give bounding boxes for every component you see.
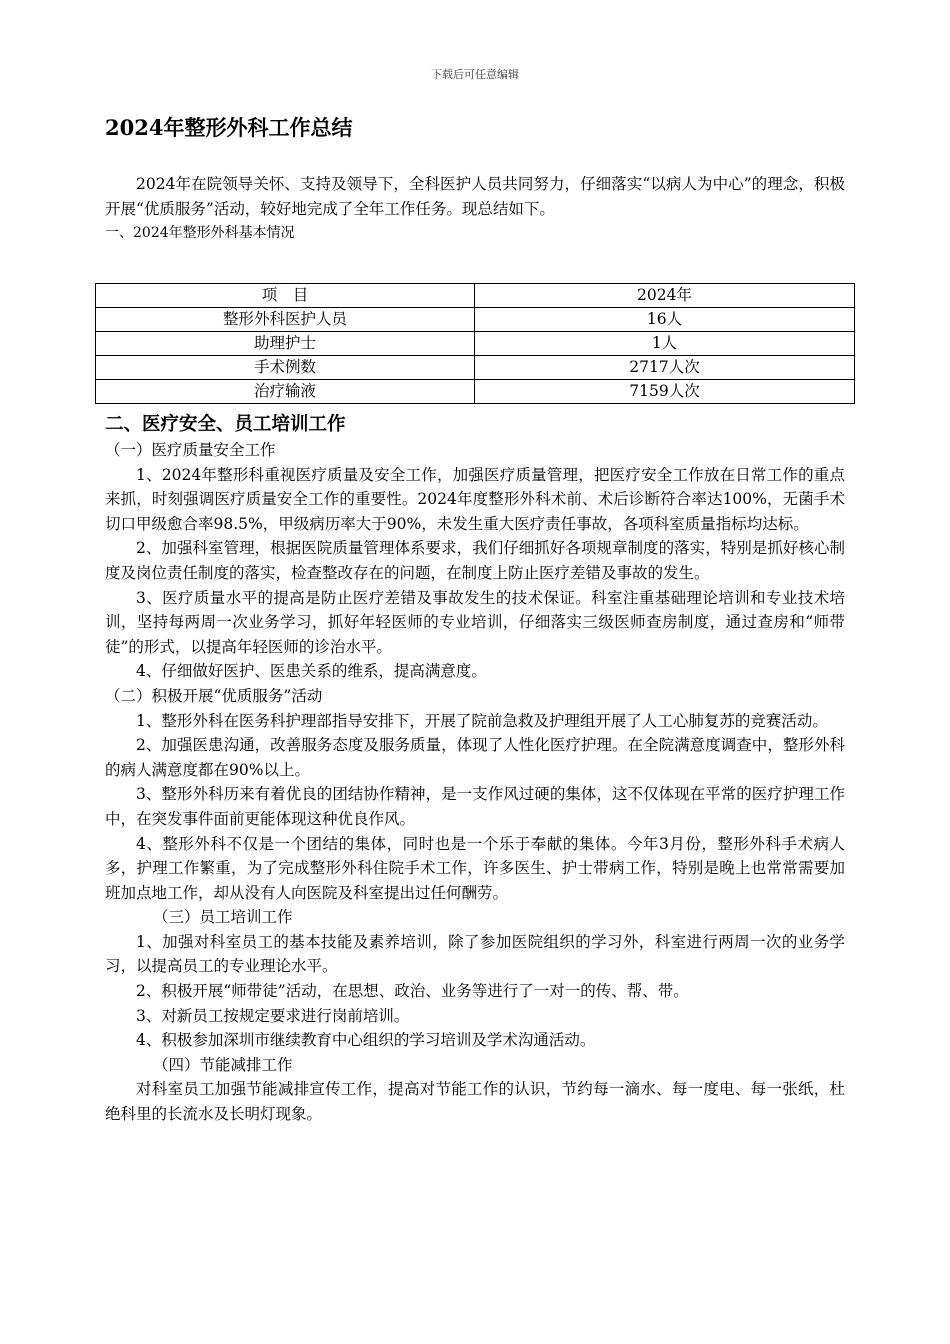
- section2-heading: 二、医疗安全、员工培训工作: [105, 414, 346, 435]
- sub3-heading: （三）员工培训工作: [153, 908, 293, 927]
- table-row: [96, 356, 855, 380]
- basic-info-table: [95, 283, 855, 404]
- intro-paragraph: 2024年在院领导关怀、支持及领导下，全科医护人员共同努力，仔细落实“以病人为中心”的理念，积极开展“优质服务”活动，较好地完成了全年工作任务。现总结如下。: [105, 175, 845, 218]
- table-header-cell: 项 目: [96, 284, 475, 308]
- table-cell: 7159人次: [475, 380, 855, 404]
- sub1-heading: （一）医疗质量安全工作: [105, 441, 276, 459]
- intro-block: [105, 172, 845, 245]
- section2: [105, 412, 845, 1127]
- table-cell: 1人: [475, 332, 855, 356]
- list-item: 3、对新员工按规定要求进行岗前培训。: [136, 1006, 410, 1025]
- table-cell: 2717人次: [475, 356, 855, 380]
- table-header-cell: 2024年: [475, 284, 855, 308]
- table-header-row: [96, 284, 855, 308]
- document-title: 2024年整形外科工作总结: [105, 115, 353, 140]
- list-item: 3、整形外科历来有着优良的团结协作精神，是一支作风过硬的集体，这不仅体现在平常的医疗护理工作中，在突发事件面前更能体现这种优良作风。: [105, 785, 845, 828]
- list-item: 4、仔细做好医护、医患关系的维系，提高满意度。: [136, 662, 487, 681]
- table-cell: 手术例数: [96, 356, 475, 380]
- table-cell: 治疗输液: [96, 380, 475, 404]
- table-cell: 助理护士: [96, 332, 475, 356]
- sub2-heading: （二）积极开展“优质服务”活动: [105, 686, 323, 705]
- table-row: [96, 308, 855, 332]
- list-item: 2、加强科室管理，根据医院质量管理体系要求，我们仔细抓好各项规章制度的落实，特别是抓好核心制度及岗位责任制度的落实，检查整改存在的问题，在制度上防止医疗差错及事故的发生。: [105, 539, 845, 582]
- list-item: 4、整形外科不仅是一个团结的集体，同时也是一个乐于奉献的集体。今年3月份，整形外科手术病人多，护理工作繁重，为了完成整形外科住院手术工作，许多医生、护士带病工作，特别是晚上也常常需要加班加点地工作，却从没有人向医院及科室提出过任何酬劳。: [105, 834, 845, 902]
- table-row: [96, 332, 855, 356]
- list-item: 2、加强医患沟通，改善服务态度及服务质量，体现了人性化医疗护理。在全院满意度调查中，整形外科的病人满意度都在90%以上。: [105, 736, 845, 779]
- table-cell: 16人: [475, 308, 855, 332]
- table-cell: 整形外科医护人员: [96, 308, 475, 332]
- list-item: 3、医疗质量水平的提高是防止医疗差错及事故发生的技术保证。科室注重基础理论培训和专业技术培训，坚持每两周一次业务学习，抓好年轻医师的专业培训，仔细落实三级医师查房制度，通过查房和“师带徒”的形式，以提高年轻医师的诊治水平。: [105, 588, 845, 656]
- section1-heading: 一、2024年整形外科基本情况: [105, 225, 295, 242]
- sub4-heading: （四）节能减排工作: [153, 1055, 293, 1074]
- list-item: 对科室员工加强节能减排宣传工作，提高对节能工作的认识，节约每一滴水、每一度电、每一张纸，杜绝科里的长流水及长明灯现象。: [105, 1080, 845, 1124]
- header-note: 下载后可任意编辑: [431, 68, 519, 81]
- list-item: 1、2024年整形科重视医疗质量及安全工作，加强医疗质量管理，把医疗安全工作放在日常工作的重点来抓，时刻强调医疗质量安全工作的重要性。2024年度整形外科术前、术后诊断符合率达100%，无菌手术切口甲级愈合率98.5%，甲级病历率大于90%，未发生重大医疗责任事故，各项科室质量指标均达标。: [105, 465, 845, 533]
- table-row: [96, 380, 855, 404]
- list-item: 2、积极开展“师带徒”活动，在思想、政治、业务等进行了一对一的传、帮、带。: [136, 982, 689, 1001]
- list-item: 1、整形外科在医务科护理部指导安排下，开展了院前急救及护理组开展了人工心肺复苏的竞赛活动。: [136, 711, 828, 730]
- list-item: 4、积极参加深圳市继续教育中心组织的学习培训及学术沟通活动。: [136, 1031, 596, 1050]
- list-item: 1、加强对科室员工的基本技能及素养培训，除了参加医院组织的学习外，科室进行两周一次的业务学习，以提高员工的专业理论水平。: [105, 932, 845, 976]
